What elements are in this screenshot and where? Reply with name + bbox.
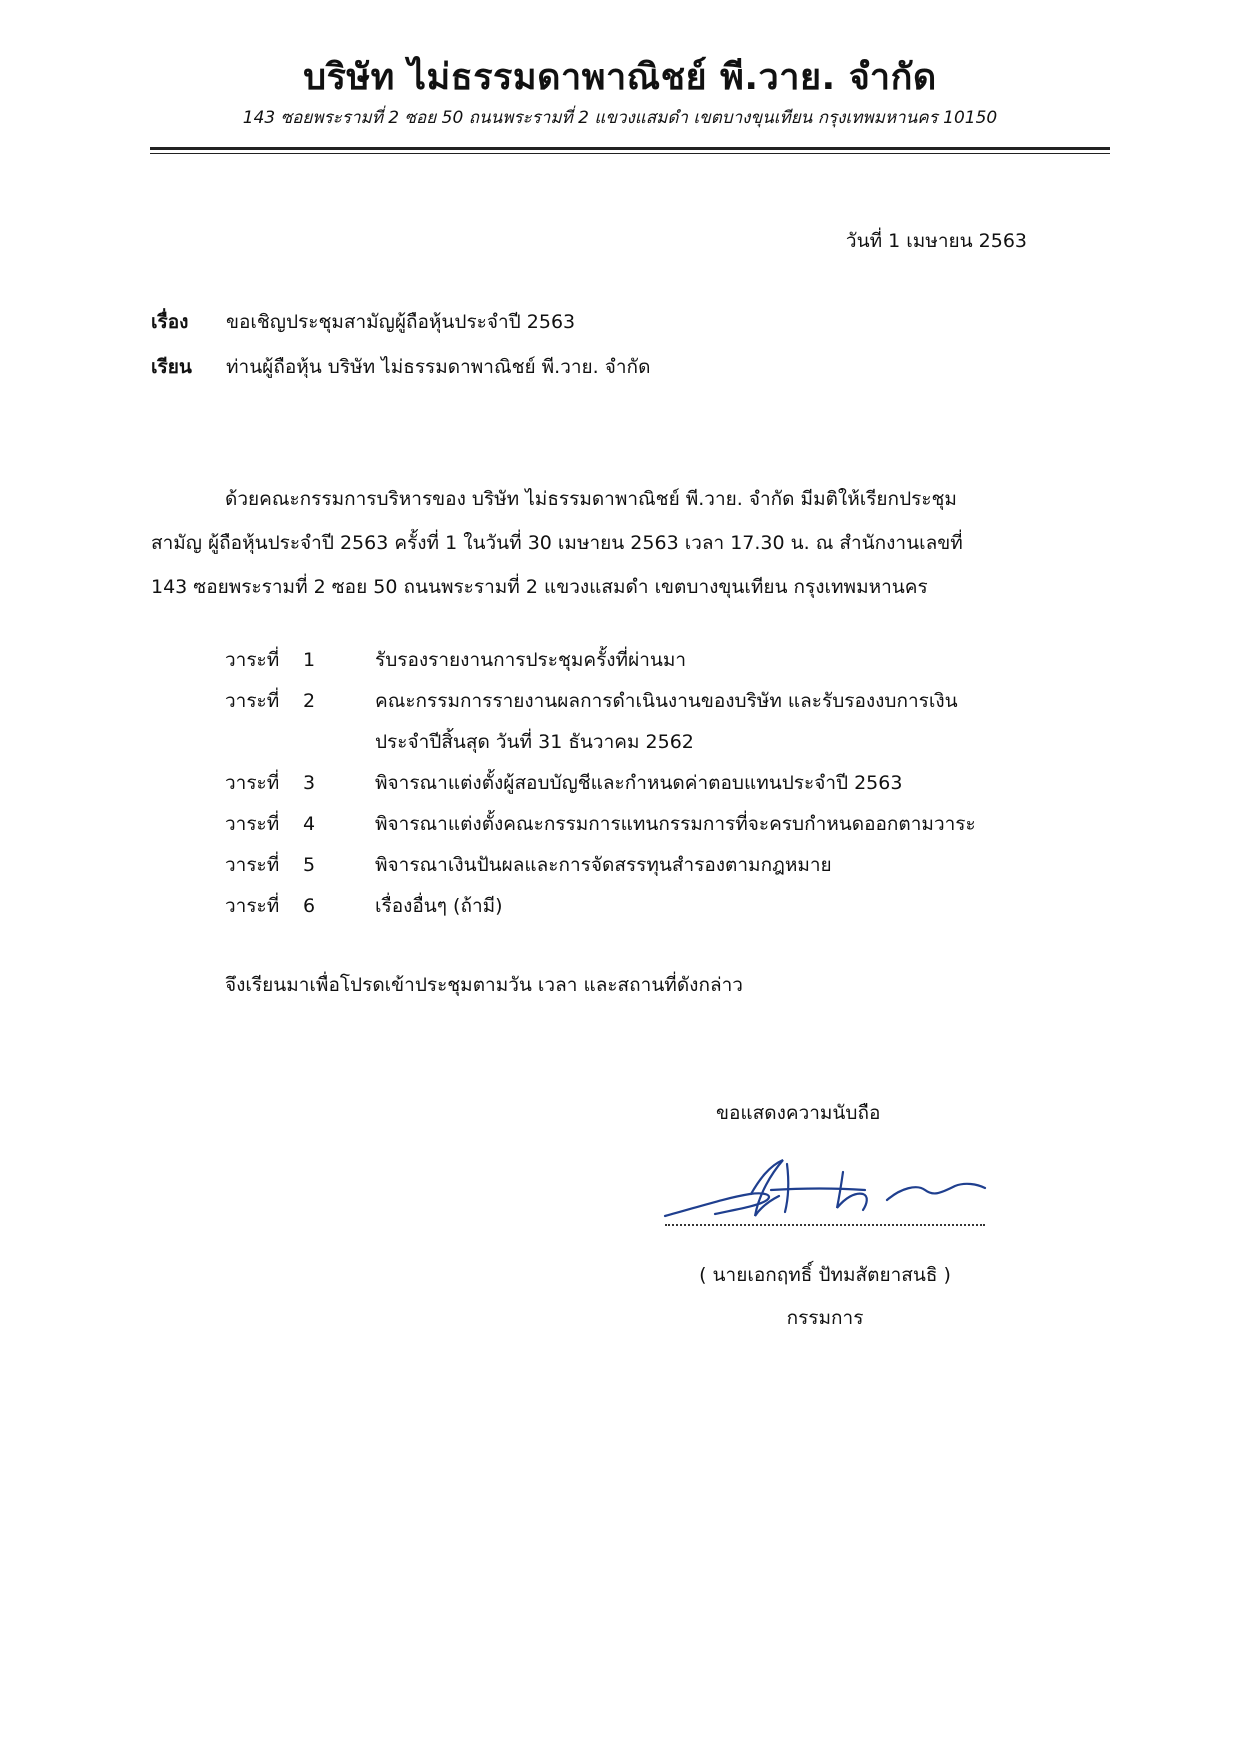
- body-line: 143 ซอยพระรามที่ 2 ซอย 50 ถนนพระรามที่ 2 แขวงแสมดำ เขตบางขุนเทียน กรุงเทพมหานคร: [151, 576, 928, 598]
- agenda-text: พิจารณาแต่งตั้งผู้สอบบัญชีและกำหนดค่าตอบแทนประจำปี 2563: [375, 772, 903, 794]
- agenda-list: [225, 640, 1105, 927]
- agenda-item: [225, 804, 1105, 845]
- signature-line: [665, 1224, 985, 1226]
- agenda-number: 3: [303, 772, 316, 794]
- agenda-label: วาระที่: [225, 895, 280, 917]
- agenda-number: 1: [303, 649, 316, 671]
- agenda-text: ประจำปีสิ้นสุด วันที่ 31 ธันวาคม 2562: [375, 731, 694, 753]
- agenda-text: คณะกรรมการรายงานผลการดำเนินงานของบริษัท และรับรองงบการเงิน: [375, 690, 958, 712]
- agenda-number: 5: [303, 854, 316, 876]
- agenda-label: วาระที่: [225, 854, 280, 876]
- subject-label: เรื่อง: [151, 311, 189, 333]
- regards-text: ขอแสดงความนับถือ: [716, 1102, 881, 1124]
- header-divider-thick: [150, 147, 1110, 150]
- company-name: บริษัท ไม่ธรรมดาพาณิชย์ พี.วาย. จำกัด: [303, 57, 937, 98]
- agenda-text: เรื่องอื่นๆ (ถ้ามี): [375, 895, 503, 917]
- company-address: 143 ซอยพระรามที่ 2 ซอย 50 ถนนพระรามที่ 2 แขวงแสมดำ เขตบางขุนเทียน กรุงเทพมหานคร 10150: [242, 108, 998, 128]
- agenda-item: [225, 886, 1105, 927]
- agenda-text: พิจารณาแต่งตั้งคณะกรรมการแทนกรรมการที่จะครบกำหนดออกตามวาระ: [375, 813, 976, 835]
- header-divider-thin: [150, 153, 1110, 154]
- agenda-label: วาระที่: [225, 772, 280, 794]
- signer-position: กรรมการ: [786, 1307, 864, 1329]
- agenda-label: วาระที่: [225, 690, 280, 712]
- subject-row: [151, 307, 575, 337]
- recipient-row: [151, 352, 650, 382]
- recipient-label: เรียน: [151, 356, 192, 378]
- body-line: สามัญ ผู้ถือหุ้นประจำปี 2563 ครั้งที่ 1 ในวันที่ 30 เมษายน 2563 เวลา 17.30 น. ณ สำนักงานเลขที่: [151, 532, 963, 554]
- agenda-text: รับรองรายงานการประชุมครั้งที่ผ่านมา: [375, 649, 687, 671]
- agenda-text: พิจารณาเงินปันผลและการจัดสรรทุนสำรองตามกฎหมาย: [375, 854, 832, 876]
- agenda-number: 4: [303, 813, 316, 835]
- letter-date: วันที่ 1 เมษายน 2563: [845, 230, 1027, 252]
- closing-sentence: จึงเรียนมาเพื่อโปรดเข้าประชุมตามวัน เวลา และสถานที่ดังกล่าว: [225, 974, 743, 996]
- agenda-number: 6: [303, 895, 316, 917]
- handwritten-signature: [655, 1150, 1015, 1240]
- signer-name: ( นายเอกฤทธิ์ ปัทมสัตยาสนธิ ): [699, 1264, 951, 1286]
- agenda-label: วาระที่: [225, 649, 280, 671]
- agenda-item: [225, 763, 1105, 804]
- subject-text: ขอเชิญประชุมสามัญผู้ถือหุ้นประจำปี 2563: [226, 311, 576, 333]
- body-paragraph: [151, 477, 1111, 609]
- agenda-number: 2: [303, 690, 316, 712]
- agenda-item: [225, 845, 1105, 886]
- recipient-text: ท่านผู้ถือหุ้น บริษัท ไม่ธรรมดาพาณิชย์ พี.วาย. จำกัด: [226, 356, 651, 378]
- agenda-item: [225, 681, 1105, 763]
- agenda-label: วาระที่: [225, 813, 280, 835]
- agenda-item: [225, 640, 1105, 681]
- body-line: ด้วยคณะกรรมการบริหารของ บริษัท ไม่ธรรมดาพาณิชย์ พี.วาย. จำกัด มีมติให้เรียกประชุม: [225, 488, 957, 510]
